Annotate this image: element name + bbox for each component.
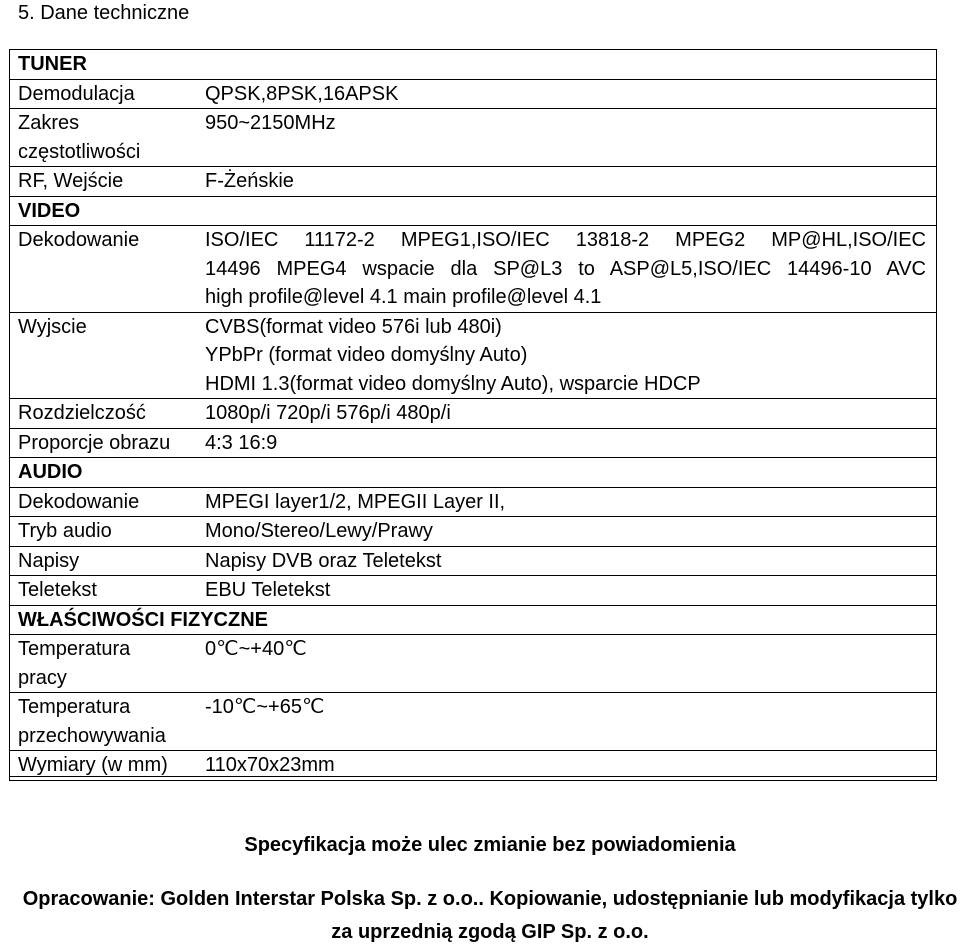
spec-row-wymiary: [10, 751, 937, 781]
spec-label-line: Zakres: [18, 112, 80, 134]
spec-row-zakres: [10, 109, 937, 167]
spec-label: Dekodowanie: [18, 229, 140, 251]
section-row-video: [10, 196, 937, 226]
footer-line: za uprzednią zgodą GIP Sp. z o.o.: [331, 921, 649, 943]
section-title-tuner: TUNER: [18, 53, 87, 75]
section-row-tuner: [10, 50, 937, 80]
spec-label: RF, Wejście: [18, 170, 124, 192]
section-title-physical: WŁAŚCIWOŚCI FIZYCZNE: [18, 608, 268, 631]
spec-value: [193, 226, 937, 313]
spec-label: Wyjscie: [18, 315, 87, 338]
spec-value: [193, 312, 937, 399]
spec-row-wyjscie: [10, 312, 937, 399]
spec-row-demodulacja: [10, 79, 937, 109]
spec-value-line: CVBS(format video 576i lub 480i): [205, 315, 502, 338]
spec-row-temp-pracy: [10, 635, 937, 693]
page-heading: 5. Dane techniczne: [18, 2, 190, 24]
spec-label-line: Temperatura: [18, 696, 131, 718]
spec-value: 950~2150MHz: [205, 112, 336, 134]
spec-value: 0℃~+40℃: [205, 638, 307, 660]
spec-label-line: częstotliwości: [18, 140, 141, 163]
spec-row-proporcje: [10, 428, 937, 458]
spec-value: MPEGI layer1/2, MPEGII Layer II,: [205, 490, 506, 513]
spec-table: [9, 49, 937, 781]
section-row-physical: [10, 605, 937, 635]
footer-line: Opracowanie: Golden Interstar Polska Sp. z o.o.. Kopiowanie, udostępnianie lub modyfikacja tylko: [22, 888, 958, 910]
spec-value-line: YPbPr (format video domyślny Auto): [205, 344, 528, 366]
spec-label: Rozdzielczość: [18, 402, 146, 424]
spec-value: QPSK,8PSK,16APSK: [205, 82, 399, 105]
spec-value: 1080p/i 720p/i 576p/i 480p/i: [205, 402, 451, 424]
spec-row-napisy: [10, 546, 937, 576]
spec-label: Proporcje obrazu: [18, 431, 171, 454]
spec-value-line: ISO/IEC 11172-2 MPEG1,ISO/IEC 13818-2 MPEG2 MP@HL,ISO/IEC: [205, 229, 926, 251]
spec-value: Mono/Stereo/Lewy/Prawy: [205, 520, 433, 542]
spec-label-line: przechowywania: [18, 724, 166, 747]
spec-label: Tryb audio: [18, 520, 112, 542]
spec-value-line: 14496 MPEG4 wspacie dla SP@L3 to ASP@L5,ISO/IEC 14496-10 AVC: [205, 257, 926, 280]
spec-label-line: Temperatura: [18, 638, 131, 660]
spec-value: 110x70x23mm: [205, 754, 335, 776]
spec-row-tryb: [10, 517, 937, 547]
spec-label-line: pracy: [18, 666, 67, 689]
section-title-audio: AUDIO: [18, 461, 83, 483]
spec-notice: Specyfikacja może ulec zmianie bez powiadomienia: [244, 834, 736, 856]
spec-label: Wymiary (w mm): [18, 754, 168, 776]
spec-row-video-dekodowanie: [10, 226, 937, 313]
spec-row-teletekst: [10, 576, 937, 606]
spec-value: -10℃~+65℃: [205, 696, 325, 718]
spec-label: Napisy: [18, 549, 80, 572]
spec-label: [10, 635, 194, 693]
section-title-video: VIDEO: [18, 199, 81, 222]
spec-row-audio-dekodowanie: [10, 487, 937, 517]
spec-row-rozdzielczosc: [10, 399, 937, 429]
spec-value: 4:3 16:9: [205, 431, 278, 454]
footer-copyright: [0, 883, 960, 949]
spec-value: F-Żeńskie: [205, 170, 294, 192]
spec-value-line: high profile@level 4.1 main profile@level 4.1: [205, 286, 602, 308]
spec-label: [10, 109, 194, 167]
spec-label: Dekodowanie: [18, 490, 140, 513]
spec-value: Napisy DVB oraz Teletekst: [205, 549, 442, 572]
spec-label: Teletekst: [18, 579, 97, 601]
spec-label: [10, 693, 194, 751]
spec-value-line: HDMI 1.3(format video domyślny Auto), wsparcie HDCP: [205, 372, 701, 395]
spec-label: Demodulacja: [18, 82, 135, 105]
spec-row-rf: [10, 167, 937, 197]
spec-row-temp-przech: [10, 693, 937, 751]
section-row-audio: [10, 458, 937, 488]
spec-value: EBU Teletekst: [205, 579, 331, 601]
